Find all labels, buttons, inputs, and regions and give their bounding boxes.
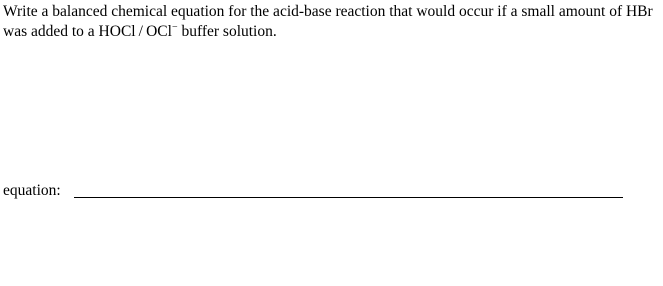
equation-label: equation: (3, 182, 61, 199)
answer-underline (74, 197, 623, 198)
equation-input[interactable] (74, 181, 623, 197)
answer-row (3, 181, 623, 201)
charge-superscript: − (171, 22, 178, 33)
question-text (3, 2, 653, 42)
question-text-end: buffer solution. (177, 23, 277, 40)
question-text-main: Write a balanced chemical equation for the acid-base reaction that would occur if a small amount of HBr was added to a HOCl / OCl (3, 3, 653, 40)
